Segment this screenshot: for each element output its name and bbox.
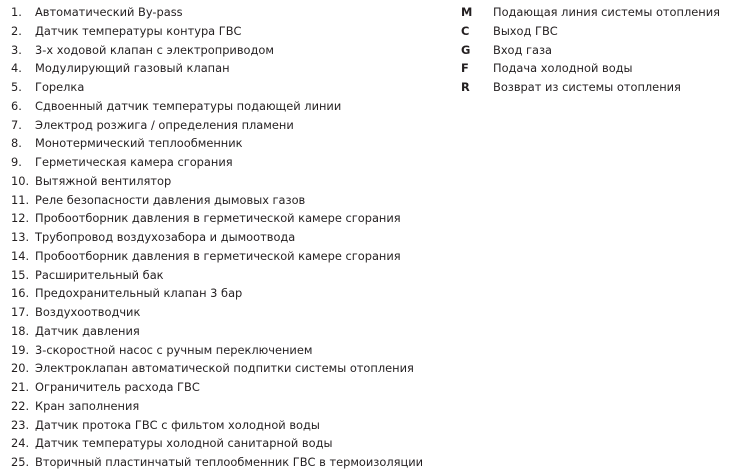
connection-item-label: Выход ГВС (493, 23, 558, 38)
component-item (11, 341, 423, 360)
connection-item-label: Возврат из системы отопления (493, 80, 681, 94)
component-item-label: Датчик давления (35, 323, 140, 338)
component-item (11, 228, 423, 247)
component-item-number: 7. (11, 117, 22, 132)
component-item-label: Датчик температуры холодной санитарной воды (35, 436, 333, 451)
component-item-label: Расширительный бак (35, 267, 164, 282)
component-item-label: Пробоотборник давления в герметической камере сгорания (35, 248, 401, 263)
connection-item-number: M (461, 5, 473, 19)
component-item-label: Автоматический By-pass (35, 5, 183, 19)
component-item-number: 17. (11, 305, 30, 319)
component-item-label: Вторичный пластинчатый теплообменник ГВС в термоизоляции (35, 455, 424, 469)
component-item-label: Датчик протока ГВС с фильтом холодной воды (35, 417, 320, 432)
component-item (11, 191, 423, 210)
component-item-label: Монотермический теплообменник (35, 136, 243, 151)
connection-item (461, 41, 720, 60)
component-item (11, 59, 423, 78)
component-item (11, 97, 423, 116)
component-item (11, 434, 423, 453)
component-item-label: Реле безопасности давления дымовых газов (35, 192, 306, 207)
component-item (11, 41, 423, 60)
component-item (11, 378, 423, 397)
component-item-number: 24. (11, 436, 30, 451)
connection-item (461, 3, 720, 22)
component-item-number: 19. (11, 342, 30, 357)
component-item (11, 453, 423, 472)
connections-legend (461, 3, 720, 97)
component-item-number: 10. (11, 173, 30, 188)
component-item-number: 11. (11, 192, 30, 207)
component-item (11, 284, 423, 303)
component-item-number: 13. (11, 230, 30, 244)
component-item (11, 116, 423, 135)
connection-item-number: C (461, 23, 470, 38)
component-item-label: Вытяжной вентилятор (35, 173, 172, 188)
component-item-label: Сдвоенный датчик температуры подающей линии (35, 98, 342, 113)
component-item (11, 134, 423, 153)
component-item (11, 397, 423, 416)
component-item (11, 359, 423, 378)
connection-item-number: R (461, 80, 470, 94)
component-item-label: Кран заполнения (35, 398, 140, 413)
component-item-number: 16. (11, 286, 30, 301)
component-item-number: 14. (11, 248, 30, 263)
component-item-number: 12. (11, 211, 30, 226)
component-item-label: Воздухоотводчик (35, 305, 141, 319)
component-item-number: 20. (11, 361, 30, 376)
component-item-number: 2. (11, 23, 22, 38)
component-item-label: Пробоотборник давления в герметической камере сгорания (35, 211, 401, 226)
component-item-number: 15. (11, 267, 30, 282)
component-item-number: 18. (11, 323, 30, 338)
component-item-number: 4. (11, 61, 22, 76)
component-item-label: Датчик температуры контура ГВС (35, 23, 242, 38)
component-item-number: 25. (11, 455, 30, 469)
connection-item-label: Подающая линия системы отопления (493, 5, 720, 19)
component-item-number: 22. (11, 398, 30, 413)
component-item (11, 303, 423, 322)
component-item-number: 6. (11, 98, 22, 113)
component-item-number: 5. (11, 80, 22, 94)
component-item (11, 416, 423, 435)
connection-item (461, 22, 720, 41)
component-item-label: 3-х ходовой клапан с электроприводом (35, 42, 274, 57)
component-item-label: Ограничитель расхода ГВС (35, 380, 200, 394)
component-item-number: 3. (11, 42, 22, 57)
connection-item-label: Подача холодной воды (493, 61, 633, 76)
component-item-label: Герметическая камера сгорания (35, 155, 233, 169)
component-item-label: Модулирующий газовый клапан (35, 61, 230, 76)
component-item-number: 23. (11, 417, 30, 432)
component-item-number: 9. (11, 155, 22, 169)
connection-item-number: G (461, 42, 471, 57)
connection-item (461, 59, 720, 78)
component-item-number: 21. (11, 380, 30, 394)
components-list (11, 3, 423, 472)
component-item-number: 1. (11, 5, 22, 19)
component-item (11, 209, 423, 228)
connection-item-label: Вход газа (493, 42, 553, 57)
component-item-label: 3-скоростной насос с ручным переключением (35, 342, 313, 357)
connection-item (461, 78, 720, 97)
component-item (11, 22, 423, 41)
component-item (11, 172, 423, 191)
connection-item-number: F (461, 61, 469, 76)
component-item (11, 78, 423, 97)
component-item-number: 8. (11, 136, 22, 151)
component-item (11, 322, 423, 341)
component-item (11, 3, 423, 22)
component-item-label: Трубопровод воздухозабора и дымоотвода (35, 230, 296, 244)
component-item (11, 247, 423, 266)
component-item-label: Электрод розжига / определения пламени (35, 117, 294, 132)
component-item (11, 266, 423, 285)
component-item-label: Горелка (35, 80, 85, 94)
component-item-label: Электроклапан автоматической подпитки системы отопления (35, 361, 414, 376)
component-item (11, 153, 423, 172)
component-item-label: Предохранительный клапан 3 бар (35, 286, 243, 301)
